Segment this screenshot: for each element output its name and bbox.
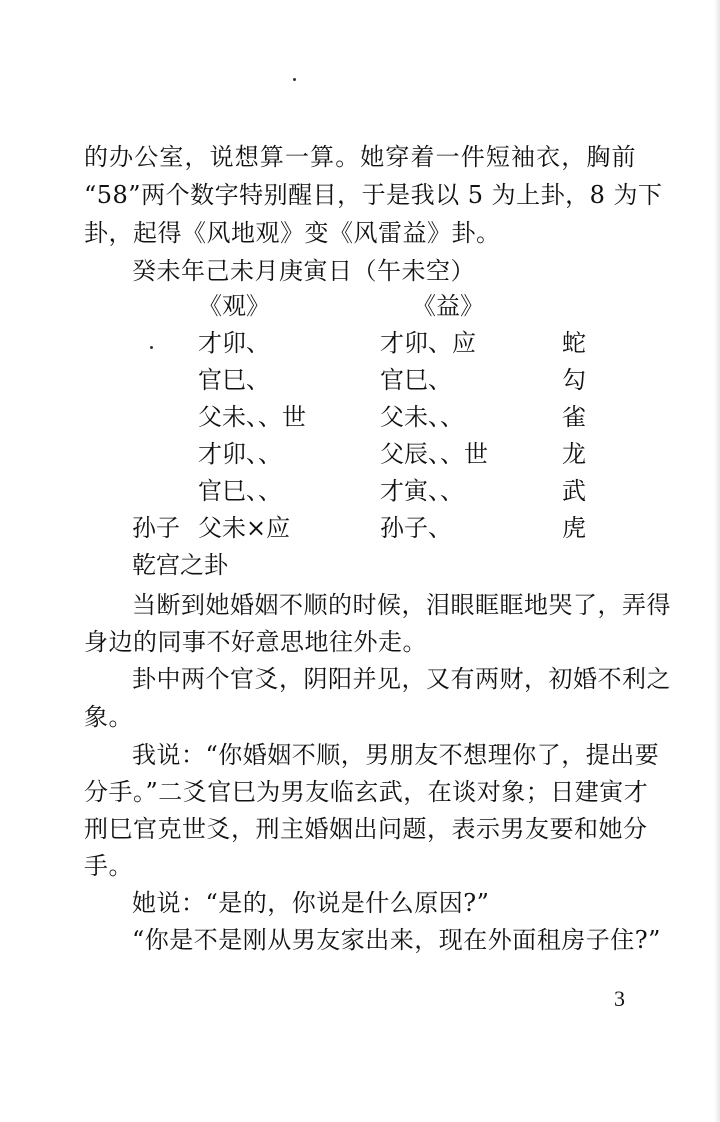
paragraph-4-line-1: 我说：“你婚姻不顺，男朋友不想理你了，提出要 <box>132 741 660 769</box>
right-yao-3: 父辰、、世 <box>380 440 488 468</box>
right-yao-1: 孙子、 <box>380 514 452 542</box>
left-yao-5: 官巳、 <box>198 366 270 394</box>
paragraph-4-line-3: 刑巳官克世爻，刑主婚姻出问题，表示男友要和她分 <box>84 815 648 843</box>
hexagram-right-title: 《益》 <box>412 292 484 320</box>
page-edge-shadow <box>714 0 720 1122</box>
left-yao-2: 官巳、、 <box>198 477 282 505</box>
paragraph-4-line-2: 分手。”二爻官巳为男友临玄武，在谈对象；日建寅才 <box>84 778 649 806</box>
god-3: 龙 <box>562 440 586 468</box>
date-line: 癸未年己未月庚寅日（午未空） <box>132 257 475 285</box>
god-4: 雀 <box>562 403 586 431</box>
speck-mark <box>150 346 153 349</box>
left-yao-6: 才卯、 <box>198 329 270 357</box>
left-yao-3: 才卯、、 <box>198 440 282 468</box>
paragraph-3-line-1: 卦中两个官爻，阴阳并见，又有两财，初婚不利之 <box>132 665 671 693</box>
god-1: 虎 <box>562 514 586 542</box>
paragraph-4-line-4: 手。 <box>84 852 133 880</box>
god-5: 勾 <box>562 366 586 394</box>
paragraph-2-line-1: 当断到她婚姻不顺的时候，泪眼眶眶地哭了，弄得 <box>132 591 671 619</box>
god-2: 武 <box>562 477 586 505</box>
left-yao-1: 父未×应 <box>198 514 291 542</box>
paragraph-5: 她说：“是的，你说是什么原因?” <box>132 889 490 917</box>
paragraph-6: “你是不是刚从男友家出来，现在外面租房子住?” <box>132 926 661 954</box>
paragraph-3-line-2: 象。 <box>84 703 133 731</box>
paragraph-2-line-2: 身边的同事不好意思地往外走。 <box>84 628 427 656</box>
paragraph-1-line-3: 卦，起得《风地观》变《风雷益》卦。 <box>84 219 501 247</box>
right-yao-4: 父未、、 <box>380 403 464 431</box>
right-yao-5: 官巳、 <box>380 366 452 394</box>
left-yao-4: 父未、、世 <box>198 403 306 431</box>
paragraph-1-line-1: 的办公室，说想算一算。她穿着一件短袖衣，胸前 <box>84 143 636 171</box>
fushen-1: 孙子 <box>132 514 180 542</box>
palace-label: 乾宫之卦 <box>132 551 228 579</box>
right-yao-2: 才寅、、 <box>380 477 464 505</box>
hexagram-left-title: 《观》 <box>198 292 270 320</box>
speck-mark <box>293 78 296 81</box>
right-yao-6: 才卯、应 <box>380 329 476 357</box>
paragraph-1-line-2: “58”两个数字特别醒目，于是我以 5 为上卦，8 为下 <box>84 181 663 209</box>
page-number: 3 <box>614 986 625 1011</box>
god-6: 蛇 <box>562 329 586 357</box>
